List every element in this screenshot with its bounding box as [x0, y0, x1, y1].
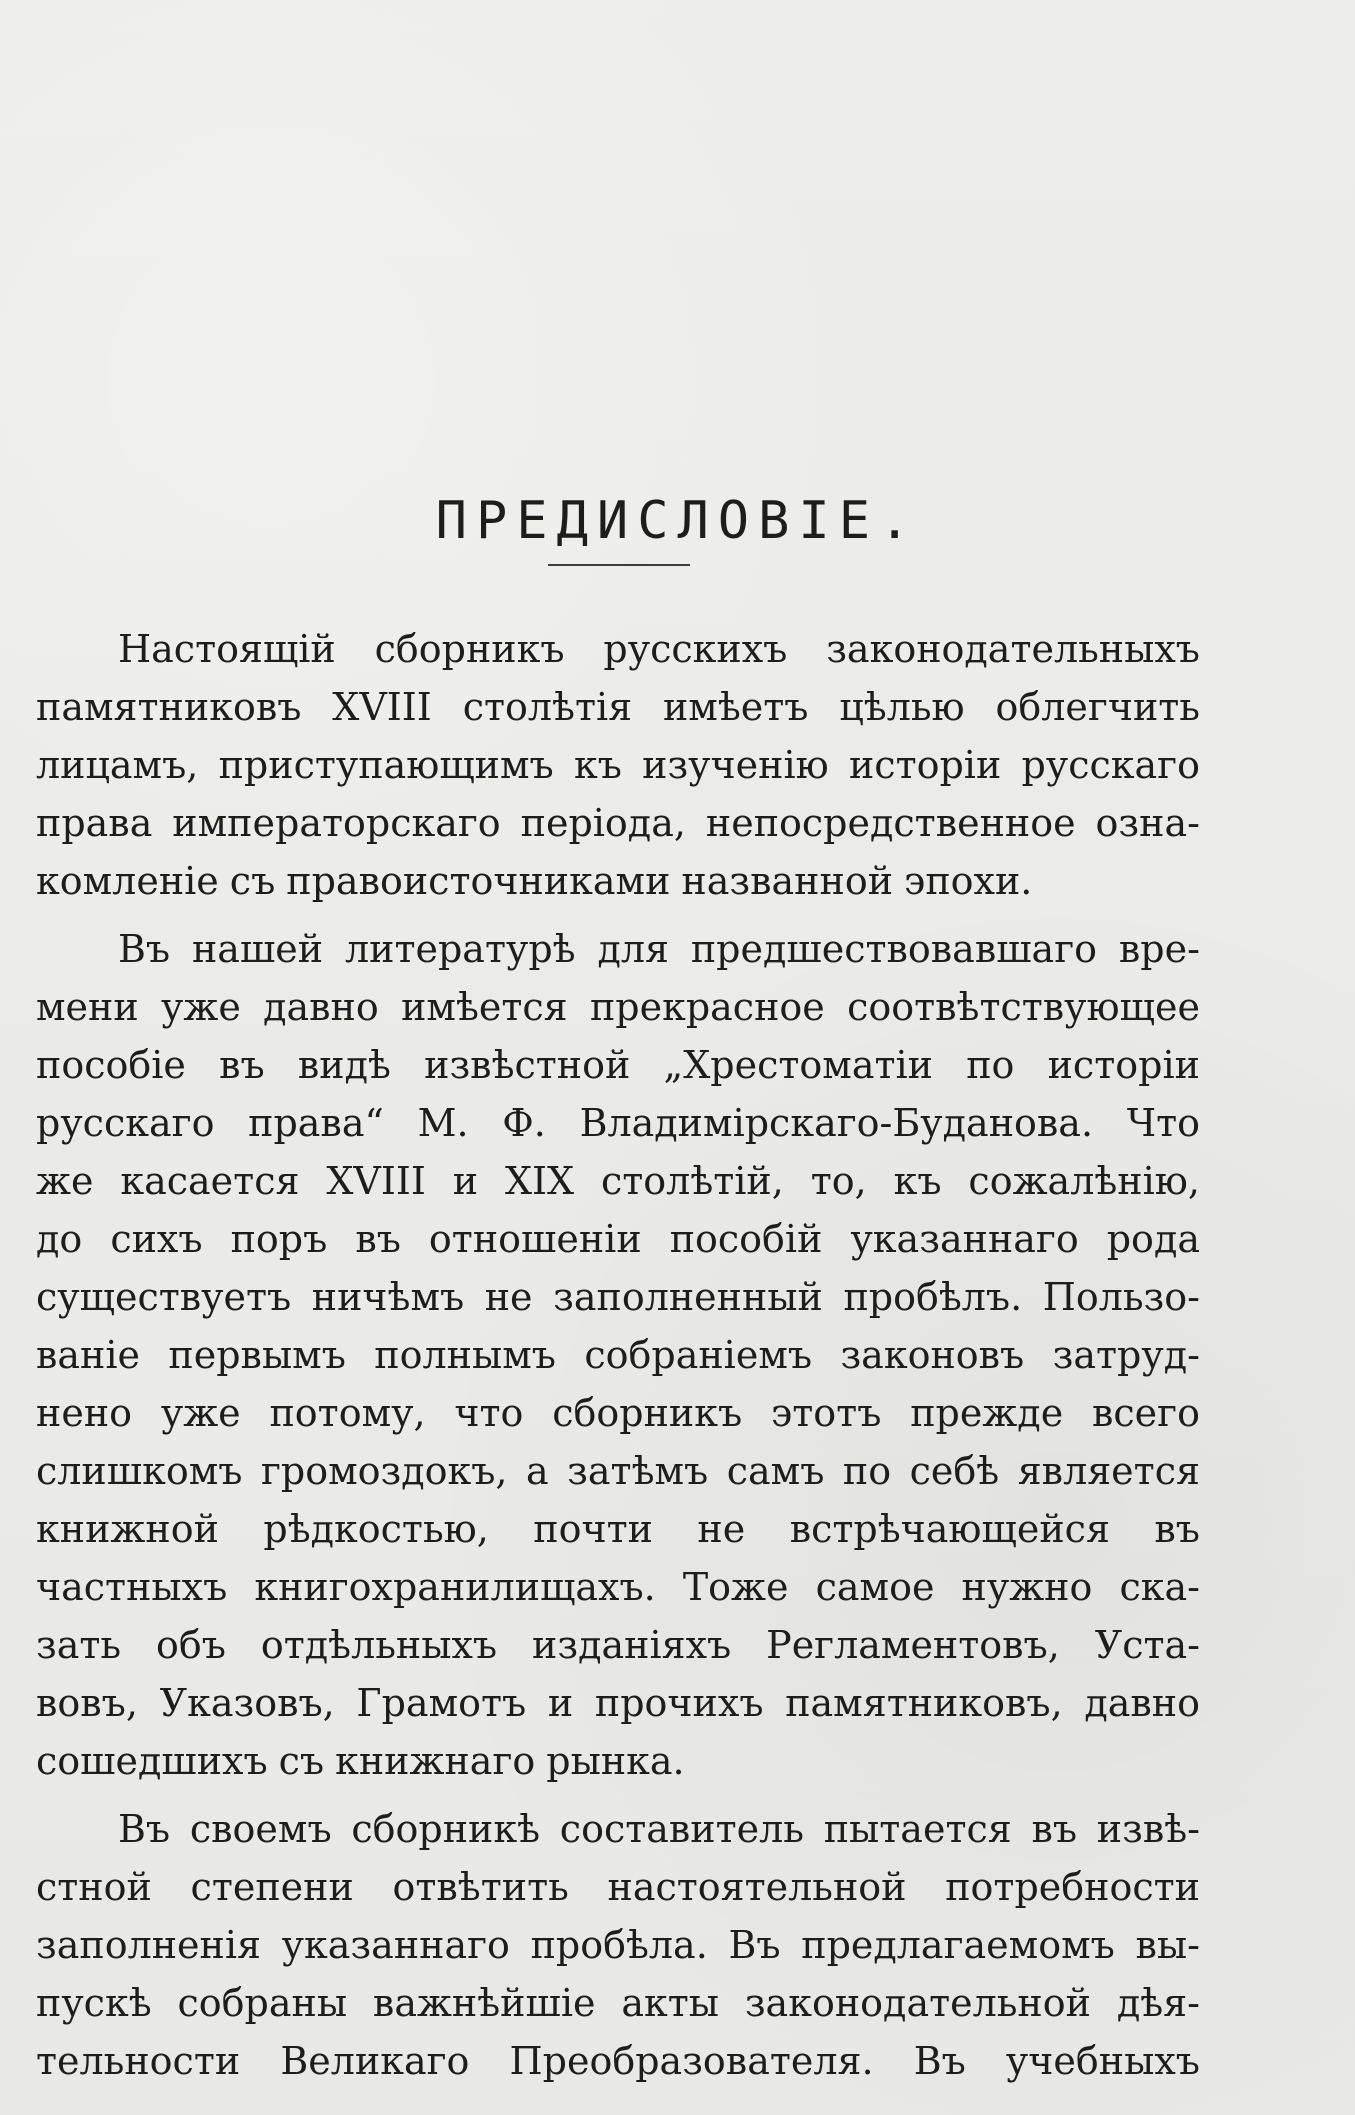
word: громоздокъ,	[260, 1449, 508, 1493]
word: объ	[156, 1623, 226, 1667]
word: М.	[417, 1101, 469, 1145]
word: сихъ	[110, 1217, 203, 1261]
word: Преобразователя.	[509, 2039, 874, 2083]
word: книжнаго	[335, 1739, 536, 1783]
word: предлагаемомъ	[801, 1923, 1115, 1967]
text-line	[36, 1210, 1200, 1268]
word: соотвѣтствующее	[847, 985, 1200, 1029]
word: давно	[263, 985, 379, 1029]
word: вре-	[1118, 927, 1200, 971]
word: является	[1017, 1449, 1200, 1493]
word: Въ	[913, 2039, 966, 2083]
word: поръ	[230, 1217, 328, 1261]
word: пускѣ	[36, 1981, 152, 2025]
text-line	[36, 1616, 1200, 1674]
word: что	[454, 1391, 524, 1435]
word: Уста-	[1094, 1623, 1200, 1667]
word: всего	[1092, 1391, 1200, 1435]
text-line	[36, 678, 1200, 736]
text-line	[36, 1974, 1200, 2032]
word: настоятельной	[607, 1865, 907, 1909]
word: изданіяхъ	[532, 1623, 732, 1667]
word: русскаго	[36, 1101, 215, 1145]
word: дѣя-	[1116, 1981, 1200, 2025]
word: Грамотъ	[356, 1681, 527, 1725]
word: рѣдкостью,	[263, 1507, 489, 1551]
word: Великаго	[280, 2039, 470, 2083]
word: цѣлью	[839, 685, 965, 729]
word: своемъ	[189, 1807, 332, 1851]
word: мени	[36, 985, 139, 1029]
word: „Хрестоматіи	[663, 1043, 933, 1087]
text-line	[36, 1094, 1200, 1152]
word: до	[36, 1217, 83, 1261]
word: предшествовавшаго	[690, 927, 1098, 971]
word: нено	[36, 1391, 133, 1435]
word: Регламентовъ,	[766, 1623, 1060, 1667]
word: сошедшихъ	[36, 1739, 268, 1783]
word: XIX	[504, 1159, 575, 1203]
paragraph-3	[36, 1800, 1200, 2090]
text-line	[36, 1442, 1200, 1500]
word: собраны	[177, 1981, 348, 2025]
text-line	[36, 736, 1200, 794]
title-rule	[548, 564, 690, 566]
paragraph-gap	[36, 1790, 1200, 1800]
word: полнымъ	[374, 1333, 556, 1377]
word: заполненія	[36, 1923, 261, 1967]
text-line	[36, 1152, 1200, 1210]
word: составитель	[559, 1807, 804, 1851]
text-line	[36, 1326, 1200, 1384]
word: законодательныхъ	[826, 627, 1200, 671]
word: исторіи	[848, 743, 1002, 787]
word: сожалѣнію,	[968, 1159, 1200, 1203]
text-line	[36, 1916, 1200, 1974]
word: затруд-	[1052, 1333, 1200, 1377]
word: извѣ-	[1096, 1807, 1200, 1851]
word: къ	[573, 743, 622, 787]
word: права	[36, 801, 153, 845]
word: имѣетъ	[662, 685, 809, 729]
text-line	[36, 1732, 1200, 1790]
text-line	[36, 978, 1200, 1036]
paragraph-gap	[36, 910, 1200, 920]
word: не	[697, 1507, 746, 1551]
word: памятниковъ,	[785, 1681, 1063, 1725]
word: уже	[160, 1391, 241, 1435]
word: по	[966, 1043, 1015, 1087]
word: встрѣчающейся	[789, 1507, 1110, 1551]
word: рода	[1106, 1217, 1200, 1261]
word: эпохи.	[904, 859, 1033, 903]
word: сборникъ	[552, 1391, 743, 1435]
word: сборникъ	[374, 627, 565, 671]
word: а	[526, 1449, 549, 1493]
word: столѣтія	[462, 685, 633, 729]
word: права“	[248, 1101, 384, 1145]
word: сборникѣ	[351, 1807, 541, 1851]
word: указаннаго	[850, 1217, 1079, 1261]
text-line	[36, 1036, 1200, 1094]
word: себѣ	[909, 1449, 1000, 1493]
text-line	[36, 620, 1200, 678]
word: Въ	[728, 1923, 781, 1967]
word: непосредственное	[705, 801, 1076, 845]
text-line	[36, 2032, 1200, 2090]
word: слишкомъ	[36, 1449, 243, 1493]
word: памятниковъ	[36, 685, 302, 729]
word: русскихъ	[603, 627, 788, 671]
word: ничѣмъ	[311, 1275, 465, 1319]
word: зать	[36, 1623, 122, 1667]
text-line	[36, 794, 1200, 852]
word: видѣ	[297, 1043, 391, 1087]
word: Ф.	[502, 1101, 546, 1145]
word: по	[842, 1449, 892, 1493]
word: въ	[1031, 1807, 1078, 1851]
word: Въ	[118, 1807, 171, 1851]
text-line	[36, 1500, 1200, 1558]
word: исторіи	[1047, 1043, 1200, 1087]
word: книжной	[36, 1507, 219, 1551]
word: для	[597, 927, 669, 971]
word: вовъ,	[36, 1681, 138, 1725]
word: Въ	[118, 927, 171, 971]
word: отвѣтить	[392, 1865, 569, 1909]
word: прекрасное	[589, 985, 825, 1029]
word: почти	[533, 1507, 653, 1551]
word: пособій	[669, 1217, 823, 1261]
word: Что	[1126, 1101, 1200, 1145]
word: потому,	[269, 1391, 426, 1435]
word: русскаго	[1021, 743, 1200, 787]
word: комленіе	[36, 859, 219, 903]
word: акты	[621, 1981, 719, 2025]
word: рынка.	[546, 1739, 685, 1783]
word: пробѣлъ.	[843, 1275, 1023, 1319]
word: не	[484, 1275, 533, 1319]
paragraph-2	[36, 920, 1200, 1790]
word: отношеніи	[428, 1217, 642, 1261]
word: XVIII	[326, 1159, 426, 1203]
word: изученію	[642, 743, 829, 787]
text-line	[36, 1674, 1200, 1732]
word: первымъ	[168, 1333, 346, 1377]
word: названной	[681, 859, 894, 903]
word: правоисточниками	[286, 859, 671, 903]
paragraph-1	[36, 620, 1200, 910]
word: тельности	[36, 2039, 241, 2083]
word: прежде	[910, 1391, 1064, 1435]
word: лицамъ,	[36, 743, 199, 787]
word: отдѣльныхъ	[260, 1623, 498, 1667]
text-line	[36, 852, 1200, 910]
word: то,	[810, 1159, 867, 1203]
word: нашей	[191, 927, 324, 971]
word: въ	[219, 1043, 265, 1087]
text-line	[36, 1558, 1200, 1616]
word: заполненный	[553, 1275, 823, 1319]
word: къ	[893, 1159, 942, 1203]
word: уже	[161, 985, 241, 1029]
word: озна-	[1095, 801, 1200, 845]
text-line	[36, 1800, 1200, 1858]
word: указаннаго	[281, 1923, 510, 1967]
word: пособіе	[36, 1043, 186, 1087]
word: степени	[190, 1865, 354, 1909]
page-title: ПРЕДИСЛОВІЕ.	[435, 490, 920, 551]
word: учебныхъ	[1005, 2039, 1200, 2083]
word: императорскаго	[172, 801, 501, 845]
word: вы-	[1135, 1923, 1200, 1967]
word: имѣется	[401, 985, 568, 1029]
text-line	[36, 1858, 1200, 1916]
word: столѣтій,	[601, 1159, 784, 1203]
word: приступающимъ	[218, 743, 554, 787]
word: Указовъ,	[159, 1681, 335, 1725]
word: важнѣйшіе	[372, 1981, 596, 2025]
word: книгохранилищахъ.	[254, 1565, 656, 1609]
word: этотъ	[771, 1391, 882, 1435]
word: потребности	[945, 1865, 1200, 1909]
word: Владимірскаго-Буданова.	[579, 1101, 1094, 1145]
word: давно	[1084, 1681, 1200, 1725]
word: Настоящій	[118, 627, 336, 671]
word: съ	[278, 1739, 325, 1783]
word: и	[452, 1159, 479, 1203]
word: частныхъ	[36, 1565, 228, 1609]
word: XVIII	[332, 685, 432, 729]
word: нужно	[961, 1565, 1093, 1609]
word: ска-	[1119, 1565, 1200, 1609]
word: ваніе	[36, 1333, 141, 1377]
word: касается	[120, 1159, 300, 1203]
word: собраніемъ	[584, 1333, 813, 1377]
word: же	[36, 1159, 94, 1203]
word: Пользо-	[1042, 1275, 1200, 1319]
word: періода,	[520, 801, 686, 845]
word: извѣстной	[424, 1043, 631, 1087]
word: законодательной	[744, 1981, 1091, 2025]
bleed-through-text	[40, 95, 1170, 325]
word: въ	[355, 1217, 401, 1261]
text-line	[36, 1268, 1200, 1326]
word: стной	[36, 1865, 152, 1909]
word: существуетъ	[36, 1275, 292, 1319]
word: пытается	[823, 1807, 1012, 1851]
word: самъ	[726, 1449, 825, 1493]
word: въ	[1154, 1507, 1200, 1551]
text-line	[36, 1384, 1200, 1442]
word: и	[547, 1681, 574, 1725]
word: съ	[229, 859, 276, 903]
text-line	[36, 920, 1200, 978]
word: Тоже	[682, 1565, 789, 1609]
word: литературѣ	[345, 927, 576, 971]
body-text	[36, 620, 1200, 2090]
word: пробѣла.	[530, 1923, 708, 1967]
word: самое	[815, 1565, 935, 1609]
word: законовъ	[840, 1333, 1025, 1377]
word: затѣмъ	[567, 1449, 709, 1493]
word: облегчить	[995, 685, 1200, 729]
word: прочихъ	[594, 1681, 764, 1725]
